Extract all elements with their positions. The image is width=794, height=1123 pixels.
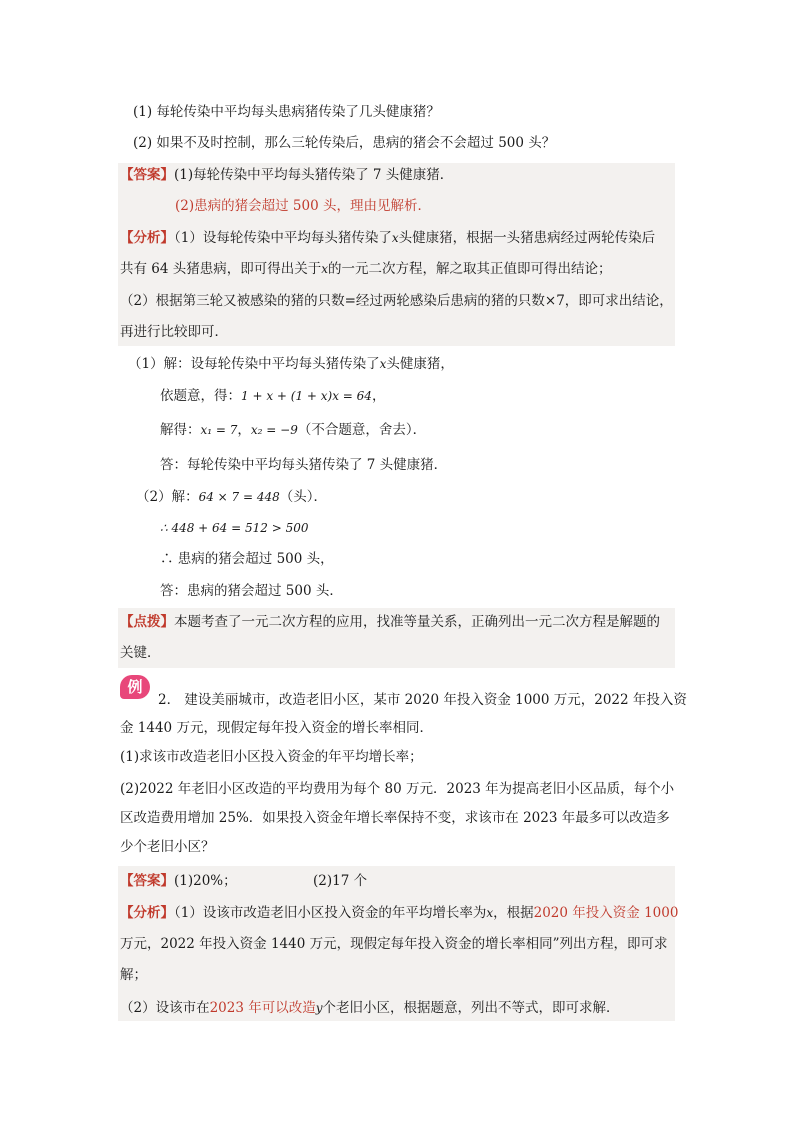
solution-step-5 <box>136 487 327 507</box>
root-1: x₁ = 7 <box>200 423 238 437</box>
variable-x: x <box>391 231 399 245</box>
analysis-text: ，根据 <box>493 905 534 921</box>
equation: 64 × 7 = 448 <box>198 490 280 504</box>
analysis-tag: 【分析】 <box>120 905 174 921</box>
tip-line-1 <box>120 612 660 632</box>
analysis-tag: 【分析】 <box>120 230 174 246</box>
solution-text: （不合题意，舍去）． <box>297 422 427 438</box>
tip-tag: 【点拨】 <box>120 614 174 630</box>
answer-text-1: (1)每轮传染中平均每头猪传染了 7 头健康猪． <box>174 167 454 183</box>
variable-x: x <box>321 262 329 276</box>
solution-text: （头）． <box>279 489 328 505</box>
equation: 1 + x + (1 + x)x = 64 <box>241 389 372 403</box>
example-question-1: (1)求该市改造老旧小区投入资金的年平均增长率； <box>120 749 423 765</box>
analysis-text: 个老旧小区，根据题意，列出不等式，即可求解． <box>322 1000 620 1016</box>
example-question-2-line-2: 区改造费用增加 25%．如果投入资金年增长率保持不变，求该市在 2023 年最多可以改造多 <box>120 810 670 826</box>
solution-step-7: ∴ 患病的猪会超过 500 头， <box>160 551 334 567</box>
question-part-2: (2) 如果不及时控制，那么三轮传染后，患病的猪会不会超过 500 头？ <box>133 135 556 151</box>
example-line-2: 金 1440 万元，现假定每年投入资金的增长率相同． <box>120 720 433 736</box>
example-line-1: 2． 建设美丽城市，改造老旧小区，某市 2020 年投入资金 1000 万元，2022 年投入资 <box>158 692 687 708</box>
analysis2-line-1 <box>120 903 678 923</box>
tip-text: 本题考查了一元二次方程的应用，找准等量关系，正确列出一元二次方程是解题的 <box>174 614 660 630</box>
solution-step-2 <box>160 386 385 406</box>
answer-tag: 【答案】 <box>120 873 174 889</box>
solution-step-1 <box>128 354 454 374</box>
solution-text: ， <box>371 388 386 404</box>
answer2-part-1: (1)20%； <box>174 873 237 889</box>
solution-text: 解得： <box>160 422 201 438</box>
analysis-highlight: 2020 年投入资金 1000 <box>533 905 679 921</box>
analysis-text: 的一元二次方程，解之取其正值即可得出结论； <box>328 261 612 277</box>
solution-text: （2）解： <box>136 489 199 505</box>
example-question-2-line-3: 少个老旧小区？ <box>120 839 215 855</box>
answer-line-2: (2)患病的猪会超过 500 头，理由见解析． <box>175 198 431 214</box>
variable-x: x <box>379 357 387 371</box>
solution-step-4: 答：每轮传染中平均每头猪传染了 7 头健康猪． <box>160 457 448 473</box>
solution-step-8: 答：患病的猪会超过 500 头． <box>160 583 343 599</box>
solution-text: 依题意，得： <box>160 388 241 404</box>
analysis-text: （2）设该市在 <box>120 1000 210 1016</box>
analysis-line-1 <box>120 228 655 248</box>
analysis-line-3: （2）根据第三轮又被感染的猪的只数=经过两轮感染后患病的猪的只数×7，即可求出结论， <box>120 293 673 309</box>
answer2-line <box>120 871 237 891</box>
analysis-text: （1）设每轮传染中平均每头猪传染了 <box>174 230 392 246</box>
question-part-1: (1) 每轮传染中平均每头患病猪传染了几头健康猪？ <box>133 104 440 120</box>
example-badge-icon: 例 <box>120 675 150 699</box>
analysis-text: 头健康猪，根据一头猪患病经过两轮传染后 <box>398 230 656 246</box>
answer-line-1 <box>120 165 453 185</box>
analysis2-line-2: 万元，2022 年投入资金 1440 万元，现假定每年投入资金的增长率相同”列出方程，即可求 <box>120 936 668 952</box>
answer-tag: 【答案】 <box>120 167 174 183</box>
solution-step-6: ∴ 448 + 64 = 512 > 500 <box>160 521 309 535</box>
analysis-highlight: 2023 年可以改造 <box>209 1000 316 1016</box>
solution-step-3 <box>160 420 426 440</box>
answer2-part-2: (2)17 个 <box>313 873 368 889</box>
analysis-line-2 <box>120 259 612 279</box>
solution-text: 头健康猪， <box>386 356 454 372</box>
variable-y: y <box>315 1001 323 1015</box>
tip-line-2: 关键． <box>120 645 161 661</box>
analysis2-line-3: 解； <box>120 967 147 983</box>
example-question-2-line-1: (2)2022 年老旧小区改造的平均费用为每个 80 万元．2023 年为提高老旧小区品质，每个小 <box>120 781 675 797</box>
root-2: x₂ = −9 <box>250 423 298 437</box>
variable-x: x <box>486 906 494 920</box>
analysis-text: （1）设该市改造老旧小区投入资金的年平均增长率为 <box>174 905 487 921</box>
analysis2-line-4 <box>120 998 620 1018</box>
solution-text: ， <box>237 422 251 438</box>
analysis-line-4: 再进行比较即可． <box>120 324 228 340</box>
analysis-text: 共有 64 头猪患病，即可得出关于 <box>120 261 322 277</box>
solution-text: （1）解：设每轮传染中平均每头猪传染了 <box>128 356 380 372</box>
